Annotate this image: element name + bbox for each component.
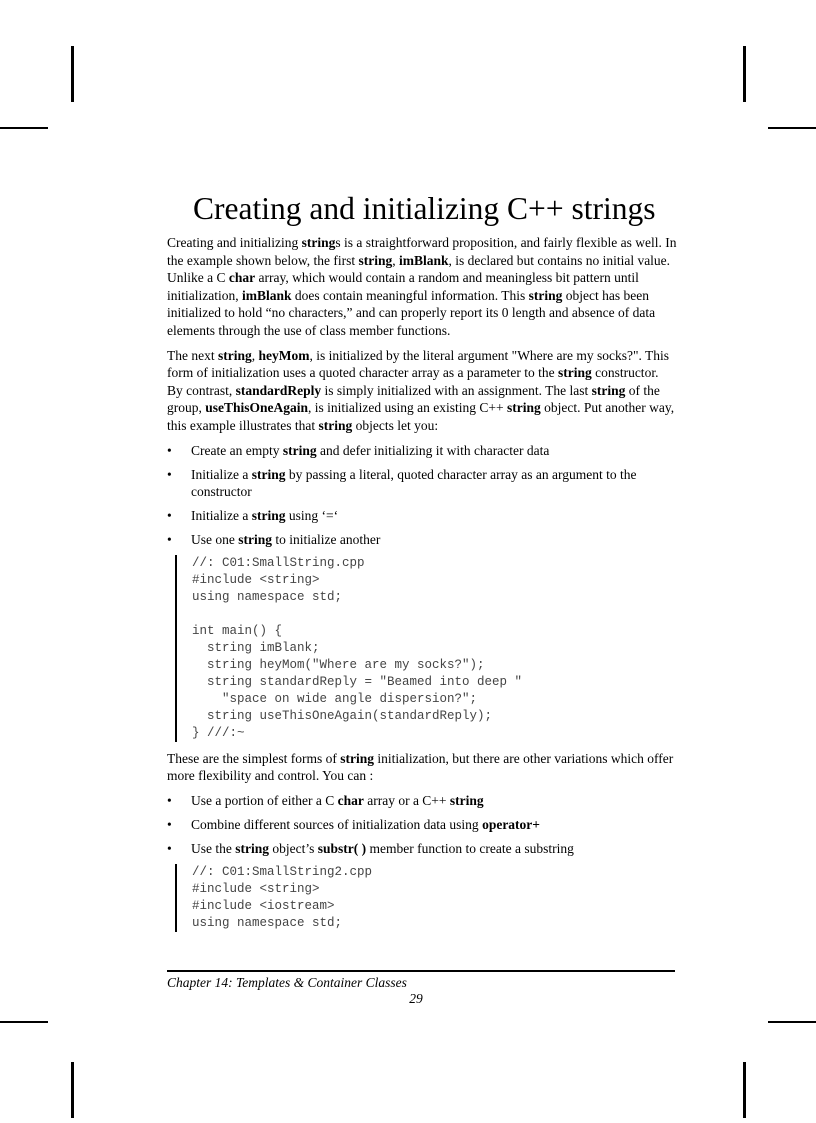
code-line: //: C01:SmallString2.cpp	[192, 864, 373, 879]
page-number: 29	[409, 991, 423, 1006]
inline-code-term: imBlank	[398, 252, 449, 268]
inline-code-term: string	[301, 235, 336, 250]
paragraph-variations: These are the simplest forms of string initialization, but there are other variations which offer more flexibility and control. You can :	[167, 750, 674, 784]
code-line: #include <string>	[192, 881, 320, 896]
inline-code-term: string	[340, 750, 374, 766]
list-item: • Create an empty string and defer initializing it with character data	[167, 442, 550, 458]
crop-mark	[743, 1062, 746, 1118]
paragraph-heymom: The next string, heyMom, is initialized by the literal argument "Where are my socks?". This form of initialization uses a quoted character array as a parameter to the string constructor. By contrast, standardReply is simply initialized with an assignment. The last string of the group, useThisOneAgain, is initialized using an existing C++ string object. Put another way, this example illustrates that string objects let you:	[167, 347, 675, 433]
inline-code-term: string	[528, 287, 563, 303]
inline-code-term: char	[337, 792, 364, 808]
inline-code-term: string	[217, 347, 252, 363]
bullet-icon: •	[167, 840, 172, 856]
bullet-icon: •	[167, 816, 172, 832]
code-line: string standardReply = "Beamed into deep "	[192, 674, 523, 689]
code-line: } ///:~	[192, 725, 245, 740]
code-line: #include <iostream>	[192, 898, 335, 913]
inline-code-term: string	[557, 365, 592, 381]
paragraph-intro: Creating and initializing strings is a straightforward proposition, and fairly flexible as well. In the example shown below, the first string, imBlank, is declared but contains no initial value. Unlike a C char array, which would contain a random and meaningless bit pattern until initialization, imBlank does contain meaningful information. This string object has been initialized to hold “no characters,” and can properly report its 0 length and absence of data elements through the use of class member functions.	[167, 235, 677, 338]
list-item: • Use one string to initialize another	[167, 531, 381, 547]
crop-mark	[768, 127, 816, 129]
inline-code-term: string	[318, 417, 353, 433]
code-block-smallstring2	[175, 864, 677, 932]
inline-code-term: string	[235, 840, 269, 856]
bullet-list-string-uses	[167, 442, 677, 548]
code-line: "space on wide angle dispersion?";	[192, 691, 478, 706]
inline-code-term: string	[358, 252, 393, 268]
inline-code-term: string	[251, 507, 286, 523]
bullet-icon: •	[167, 442, 172, 458]
code-line: //: C01:SmallString.cpp	[192, 555, 365, 570]
list-item: • Combine different sources of initialization data using operator+	[167, 816, 540, 832]
crop-mark	[768, 1021, 816, 1023]
bullet-list-variations	[167, 792, 677, 857]
list-item: • Use a portion of either a C char array or a C++ string	[167, 792, 484, 808]
code-line: string useThisOneAgain(standardReply);	[192, 708, 493, 723]
code-block-smallstring	[175, 555, 677, 742]
crop-mark	[0, 127, 48, 129]
inline-code-term: string	[238, 531, 272, 547]
page-footer	[167, 970, 675, 1007]
bullet-icon: •	[167, 531, 172, 547]
chapter-title: Chapter 14: Templates & Container Classes	[167, 975, 407, 990]
list-item: • Initialize a string using ‘=‘	[167, 507, 339, 523]
crop-mark	[0, 1021, 48, 1023]
code-line: using namespace std;	[192, 589, 343, 604]
inline-code-term: string	[507, 400, 541, 416]
code-line: using namespace std;	[192, 915, 343, 930]
code-line: string imBlank;	[192, 640, 320, 655]
inline-code-term: string	[591, 382, 626, 398]
list-item: • Use the string object’s substr( ) member function to create a substring	[167, 840, 574, 856]
code-line	[192, 606, 677, 623]
code-line: int main() {	[192, 623, 283, 638]
inline-code-term: char	[228, 270, 256, 286]
inline-code-term: operator+	[482, 816, 540, 832]
inline-code-term: standardReply	[235, 382, 322, 398]
inline-code-term: useThisOneAgain	[205, 400, 309, 416]
inline-code-term: string	[251, 466, 286, 482]
section-heading: Creating and initializing C++ strings	[193, 191, 656, 226]
crop-mark	[71, 1062, 74, 1118]
list-item: • Initialize a string by passing a literal, quoted character array as an argument to the constructor	[167, 466, 637, 499]
code-line: #include <string>	[192, 572, 320, 587]
inline-code-term: imBlank	[241, 287, 292, 303]
crop-mark	[71, 46, 74, 102]
bullet-icon: •	[167, 466, 172, 482]
crop-mark	[743, 46, 746, 102]
page-content	[167, 190, 677, 940]
inline-code-term: string	[282, 442, 317, 458]
code-line: string heyMom("Where are my socks?");	[192, 657, 485, 672]
inline-code-term: substr( )	[317, 840, 367, 856]
inline-code-term: string	[449, 792, 484, 808]
bullet-icon: •	[167, 792, 172, 808]
inline-code-term: heyMom	[258, 347, 310, 363]
bullet-icon: •	[167, 507, 172, 523]
